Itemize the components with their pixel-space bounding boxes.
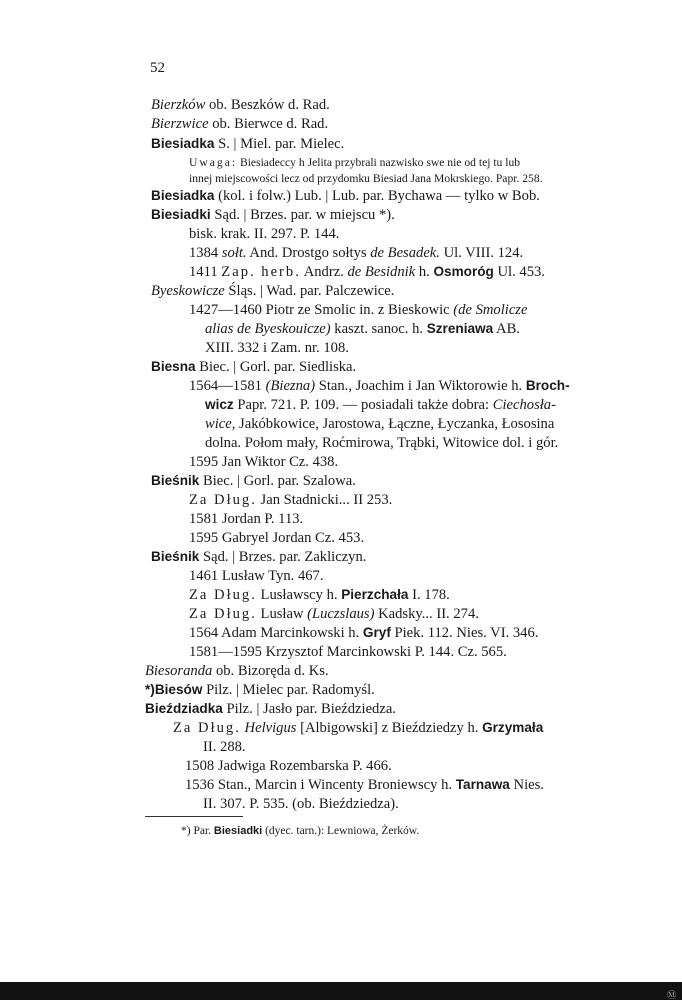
text-segment: Zap. herb. bbox=[221, 264, 301, 280]
text-segment: And. Drostgo sołtys bbox=[246, 245, 371, 261]
text-segment: AB. bbox=[493, 321, 520, 337]
entry-keyword: Bieśnik bbox=[151, 549, 200, 564]
italic-text: alias de Byeskouicze) bbox=[205, 321, 331, 337]
text-segment: II. 288. bbox=[203, 739, 246, 755]
text-segment: 1595 Jan Wiktor Cz. 438. bbox=[189, 454, 339, 470]
italic-text: Bierzków bbox=[151, 97, 206, 113]
entry-keyword: Biesiadka bbox=[151, 136, 215, 151]
text-segment: Jan Stadnicki... II 253. bbox=[256, 492, 393, 508]
text-line bbox=[203, 795, 399, 813]
entry-keyword: Biesna bbox=[151, 359, 196, 374]
entry-keyword: Biesiadki bbox=[213, 825, 263, 837]
text-line bbox=[189, 453, 338, 471]
text-segment: dolna. Połom mały, Roćmirowa, Trąbki, Witowice dol. i gór. bbox=[205, 435, 559, 451]
text-segment: Pilz. | Mielec par. Radomyśl. bbox=[202, 682, 375, 698]
text-line bbox=[151, 115, 328, 133]
italic-text: Bierzwice bbox=[151, 116, 209, 132]
italic-text: (Luczslaus) bbox=[307, 606, 375, 622]
text-segment: ob. Bizoręda d. Ks. bbox=[212, 663, 329, 679]
text-line bbox=[205, 434, 558, 452]
entry-keyword: Bieśnik bbox=[151, 473, 200, 488]
text-segment: Stan., Joachim i Jan Wiktorowie h. bbox=[315, 378, 526, 394]
text-segment: Jakóbkowice, Jarostowa, Łączne, Łyczanka, Łososina bbox=[235, 416, 555, 432]
text-line bbox=[205, 396, 556, 414]
italic-text: Helvigus bbox=[244, 720, 297, 736]
scan-corner-mark: Ⓜ bbox=[666, 991, 676, 1001]
text-line bbox=[145, 681, 375, 699]
text-segment: 1427—1460 Piotr ze Smolic in. z Bieskowic bbox=[189, 302, 454, 318]
text-segment: Sąd. | Brzes. par. w miejscu *). bbox=[210, 207, 395, 223]
text-line bbox=[189, 624, 538, 642]
text-line bbox=[189, 377, 570, 395]
text-segment: 1411 bbox=[189, 264, 222, 280]
text-line bbox=[185, 776, 544, 794]
entry-keyword: Grzymała bbox=[482, 720, 544, 735]
text-segment: *) Par. bbox=[181, 825, 214, 837]
text-segment: 1536 Stan., Marcin i Wincenty Broniewscy h. bbox=[185, 777, 456, 793]
entry-keyword: Osmoróg bbox=[433, 264, 494, 279]
text-segment: Biec. | Gorl. par. Siedliska. bbox=[195, 359, 357, 375]
text-line bbox=[185, 757, 392, 775]
text-line bbox=[151, 206, 395, 224]
text-line bbox=[145, 700, 396, 718]
text-segment: 1581—1595 Krzysztof Marcinkowski P. 144. Cz. 565. bbox=[189, 644, 507, 660]
text-segment: Śląs. | Wad. par. Palczewice. bbox=[224, 283, 395, 299]
text-segment: 1564—1581 bbox=[189, 378, 266, 394]
text-segment: h. bbox=[415, 264, 434, 280]
text-segment: Za Dług. bbox=[173, 720, 241, 736]
text-segment: Pilz. | Jasło par. Bieździedza. bbox=[222, 701, 396, 717]
text-segment: Ul. VIII. 124. bbox=[439, 245, 524, 261]
text-line bbox=[189, 156, 520, 170]
text-segment: ob. Bierwce d. Rad. bbox=[208, 116, 329, 132]
text-segment: 1384 bbox=[189, 245, 222, 261]
text-line bbox=[205, 415, 554, 433]
text-segment: Andrz. bbox=[300, 264, 348, 280]
text-segment: bisk. krak. II. 297. P. 144. bbox=[189, 226, 340, 242]
entry-keyword: Biesiadka bbox=[151, 188, 215, 203]
italic-text: (de Smolicze bbox=[453, 302, 528, 318]
text-line bbox=[151, 472, 356, 490]
text-segment: Biec. | Gorl. par. Szalowa. bbox=[199, 473, 356, 489]
text-line bbox=[205, 320, 520, 338]
text-segment: ob. Beszków d. Rad. bbox=[205, 97, 330, 113]
text-line bbox=[151, 358, 356, 376]
footnote-rule bbox=[145, 816, 243, 817]
scan-edge-bar bbox=[0, 982, 682, 1000]
text-line bbox=[189, 510, 303, 528]
text-segment: Za Dług. bbox=[189, 606, 257, 622]
entry-keyword: Biesiadki bbox=[151, 207, 211, 222]
text-segment: Biesiadeccy h Jelita przybrali nazwisko swe nie od tej tu lub bbox=[237, 156, 521, 169]
text-segment: 1461 Lusław Tyn. 467. bbox=[189, 568, 324, 584]
italic-text: de Besidnik bbox=[347, 264, 416, 280]
text-segment: 1581 Jordan P. 113. bbox=[189, 511, 304, 527]
text-segment: (dyec. tarn.): Lewniowa, Żerków. bbox=[262, 825, 420, 837]
text-line bbox=[203, 738, 246, 756]
footnote-text bbox=[181, 824, 419, 838]
text-line bbox=[173, 719, 543, 737]
text-line bbox=[205, 339, 349, 357]
italic-text: de Besadek. bbox=[370, 245, 440, 261]
text-segment: 1564 Adam Marcinkowski h. bbox=[189, 625, 363, 641]
entry-keyword: Pierzchała bbox=[341, 587, 409, 602]
text-segment: Za Dług. bbox=[189, 492, 257, 508]
text-line bbox=[189, 301, 527, 319]
entry-keyword: Gryf bbox=[362, 625, 391, 640]
text-line bbox=[151, 135, 344, 153]
italic-text: (Biezna) bbox=[265, 378, 316, 394]
text-segment: Lusławscy h. bbox=[256, 587, 342, 603]
text-line bbox=[189, 263, 545, 281]
text-segment: 1508 Jadwiga Rozembarska P. 466. bbox=[185, 758, 392, 774]
text-line bbox=[189, 643, 507, 661]
text-segment: Nies. bbox=[509, 777, 544, 793]
text-line bbox=[189, 567, 324, 585]
text-segment: innej miejscowości lecz od przydomku Biesiad Jana Mokrskiego. Papr. 258. bbox=[189, 172, 543, 185]
entry-keyword: Tarnawa bbox=[455, 777, 510, 792]
text-line bbox=[189, 605, 479, 623]
entry-keyword: *)Biesów bbox=[145, 682, 203, 697]
text-segment: XIII. 332 i Zam. nr. 108. bbox=[205, 340, 349, 356]
text-segment: 1595 Gabryel Jordan Cz. 453. bbox=[189, 530, 365, 546]
italic-text: Ciechosła- bbox=[492, 397, 556, 413]
text-line bbox=[151, 282, 394, 300]
text-segment: (kol. i folw.) Lub. | Lub. par. Bychawa — tylko w Bob. bbox=[214, 188, 540, 204]
italic-text: Byeskowicze bbox=[151, 283, 225, 299]
entry-keyword: Szreniawa bbox=[426, 321, 494, 336]
page-number: 52 bbox=[150, 60, 165, 76]
text-line bbox=[145, 662, 329, 680]
text-segment: Za Dług. bbox=[189, 587, 257, 603]
text-segment: Kadsky... II. 274. bbox=[374, 606, 479, 622]
text-segment: I. 178. bbox=[408, 587, 450, 603]
italic-text: sołt. bbox=[221, 245, 247, 261]
text-segment: II. 307. P. 535. (ob. Bieździedza). bbox=[203, 796, 399, 812]
italic-text: wice, bbox=[205, 416, 236, 432]
text-line bbox=[189, 529, 364, 547]
text-segment: Ul. 453. bbox=[493, 264, 545, 280]
text-segment: Papr. 721. P. 109. — posiadali także dobra: bbox=[233, 397, 493, 413]
text-segment: kaszt. sanoc. h. bbox=[330, 321, 427, 337]
text-line bbox=[189, 491, 392, 509]
text-segment: Lusław bbox=[256, 606, 308, 622]
text-line bbox=[151, 548, 366, 566]
text-line bbox=[151, 187, 540, 205]
text-line bbox=[189, 225, 339, 243]
entry-keyword: wicz bbox=[205, 397, 234, 412]
text-segment: [Albigowski] z Bieździedzy h. bbox=[296, 720, 483, 736]
text-segment: S. | Miel. par. Mielec. bbox=[214, 136, 345, 152]
italic-text: Biesoranda bbox=[145, 663, 213, 679]
text-segment: Uwaga: bbox=[189, 156, 238, 169]
text-segment: Sąd. | Brzes. par. Zakliczyn. bbox=[199, 549, 367, 565]
entry-keyword: Broch- bbox=[525, 378, 570, 393]
text-line bbox=[151, 96, 330, 114]
text-segment: Piek. 112. Nies. VI. 346. bbox=[390, 625, 539, 641]
entry-keyword: Bieździadka bbox=[145, 701, 223, 716]
text-line bbox=[189, 244, 523, 262]
text-line bbox=[189, 586, 450, 604]
text-line bbox=[189, 172, 543, 186]
